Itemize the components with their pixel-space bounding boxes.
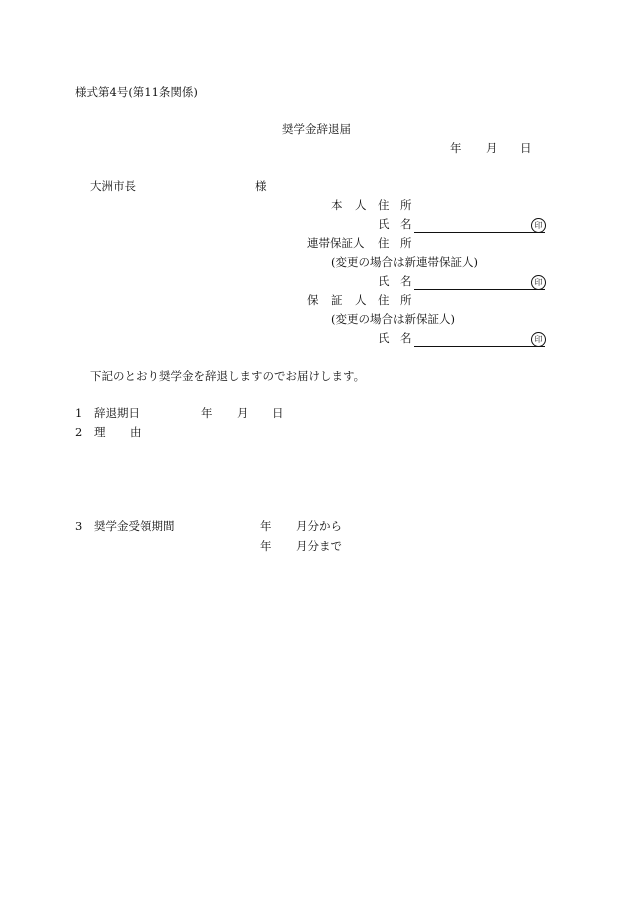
form-title: 奨学金辞退届 bbox=[282, 122, 351, 136]
item3-number: 3 bbox=[75, 519, 83, 533]
applicant-name-label-1: 氏 bbox=[378, 217, 390, 231]
item1-day: 日 bbox=[272, 406, 284, 420]
applicant-name-underline bbox=[414, 232, 545, 233]
date-month: 月 bbox=[486, 141, 498, 155]
joint-guarantor-name-label-2: 名 bbox=[400, 274, 412, 288]
applicant-address-label-2: 所 bbox=[400, 198, 412, 212]
guarantor-address-label-1: 住 bbox=[378, 293, 390, 307]
guarantor-address-label-2: 所 bbox=[400, 293, 412, 307]
guarantor-name-underline bbox=[414, 346, 545, 347]
form-number: 様式第4号(第11条関係) bbox=[75, 85, 198, 99]
date-day: 日 bbox=[520, 141, 532, 155]
joint-guarantor-name-underline bbox=[414, 289, 545, 290]
item3-label: 奨学金受領期間 bbox=[94, 519, 175, 533]
item2-label-2: 由 bbox=[130, 425, 142, 439]
guarantor-label-nin: 人 bbox=[355, 293, 367, 307]
applicant-name-label-2: 名 bbox=[400, 217, 412, 231]
applicant-label-hon: 本 bbox=[331, 198, 343, 212]
item2-number: 2 bbox=[75, 425, 83, 439]
guarantor-label-ho: 保 bbox=[307, 293, 319, 307]
applicant-seal-mark: 印 bbox=[531, 218, 546, 233]
item3-to-month: 月分まで bbox=[296, 539, 342, 553]
guarantor-name-label-1: 氏 bbox=[378, 331, 390, 345]
joint-guarantor-address-label-2: 所 bbox=[400, 236, 412, 250]
joint-guarantor-name-label-1: 氏 bbox=[378, 274, 390, 288]
date-year: 年 bbox=[450, 141, 462, 155]
item3-to-year: 年 bbox=[260, 539, 272, 553]
joint-guarantor-seal-mark: 印 bbox=[531, 275, 546, 290]
guarantor-name-label-2: 名 bbox=[400, 331, 412, 345]
item2-label-1: 理 bbox=[94, 425, 106, 439]
item1-year: 年 bbox=[201, 406, 213, 420]
guarantor-note: (変更の場合は新保証人) bbox=[331, 312, 455, 326]
guarantor-seal-mark: 印 bbox=[531, 332, 546, 347]
guarantor-label-sho: 証 bbox=[331, 293, 343, 307]
joint-guarantor-label: 連帯保証人 bbox=[307, 236, 365, 250]
item1-month: 月 bbox=[237, 406, 249, 420]
addressee-honorific: 様 bbox=[255, 179, 267, 193]
item1-number: 1 bbox=[75, 406, 83, 420]
joint-guarantor-address-label-1: 住 bbox=[378, 236, 390, 250]
item3-from-month: 月分から bbox=[296, 519, 342, 533]
applicant-address-label-1: 住 bbox=[378, 198, 390, 212]
applicant-label-nin: 人 bbox=[355, 198, 367, 212]
joint-guarantor-note: (変更の場合は新連帯保証人) bbox=[331, 255, 478, 269]
body-text: 下記のとおり奨学金を辞退しますのでお届けします。 bbox=[90, 369, 366, 383]
addressee-name: 大洲市長 bbox=[90, 179, 136, 193]
item3-from-year: 年 bbox=[260, 519, 272, 533]
item1-label: 辞退期日 bbox=[94, 406, 140, 420]
